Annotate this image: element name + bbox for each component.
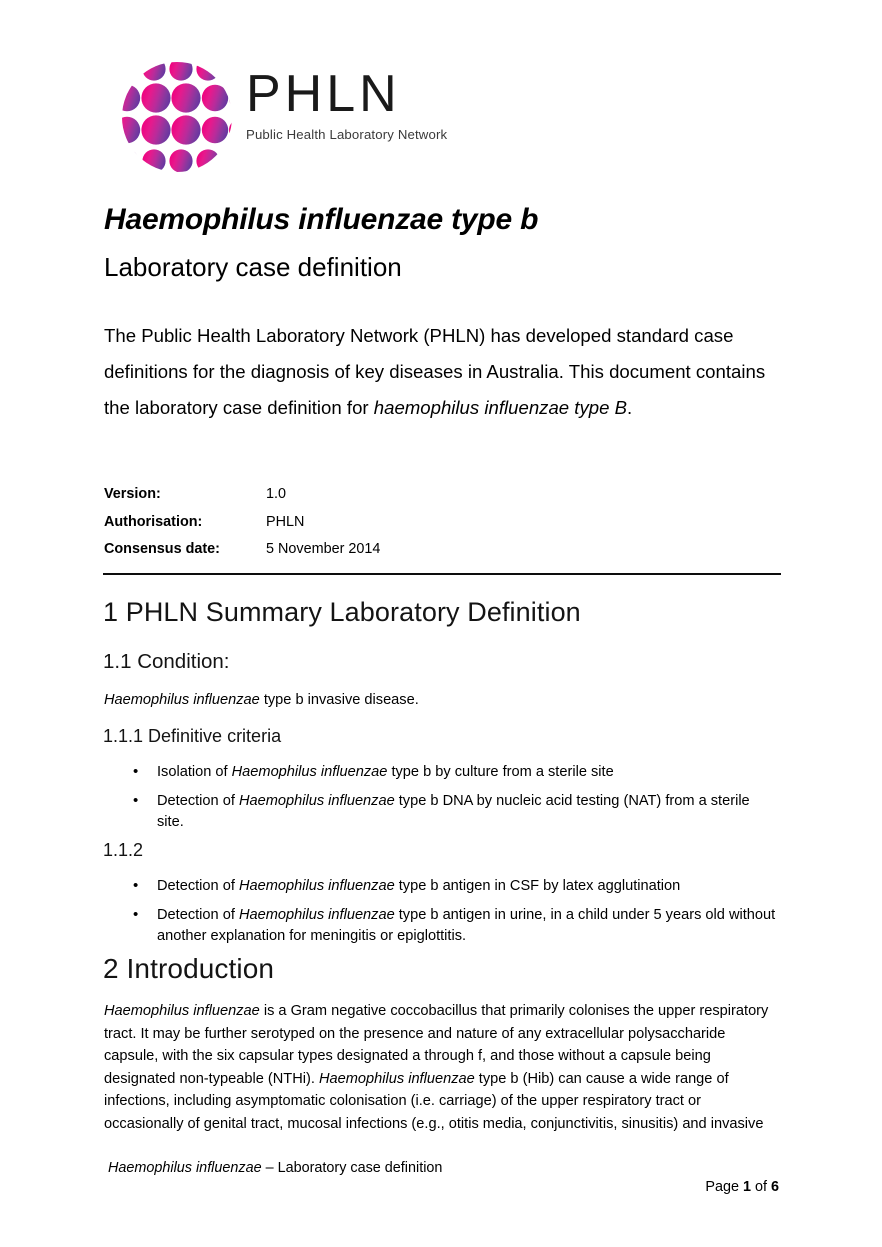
consensus-date-value: 5 November 2014	[266, 541, 381, 557]
list-item	[104, 762, 780, 783]
intro-text-1: The Public Health Laboratory Network (PHLN) has developed standard case definitions for the diagnosis of key diseases in Australia. This document contains the laboratory case definition for	[104, 325, 766, 418]
introduction-paragraph	[104, 1000, 780, 1135]
footer-rest-text: – Laboratory case definition	[261, 1160, 443, 1176]
heading-condition: 1.1 Condition:	[103, 650, 230, 673]
section-divider	[103, 573, 781, 575]
bullet-pre-text: Detection of	[157, 878, 239, 894]
intro-paragraph	[104, 318, 776, 426]
section-1-1-2-list	[104, 876, 780, 955]
phln-wordmark	[246, 65, 456, 142]
intro-body-italic-2: Haemophilus influenzae	[318, 1070, 475, 1087]
list-item	[104, 905, 780, 947]
bullet-pre-text: Isolation of	[157, 764, 232, 780]
bullet-italic-species: Haemophilus influenzae	[238, 793, 395, 809]
page-word: Page	[705, 1179, 743, 1195]
intro-italic-species: haemophilus influenzae type B	[373, 397, 628, 418]
metadata-row-consensus-date	[104, 536, 524, 564]
phln-logo	[118, 58, 448, 170]
phln-wordmark-text: PHLN	[246, 65, 401, 123]
of-word: of	[750, 1179, 771, 1195]
document-metadata	[104, 481, 524, 564]
intro-body-italic-1: Haemophilus influenzae	[104, 1003, 260, 1019]
bullet-post-text: type b antigen in urine, in a child under 5 years old without another explanation for meningitis or epiglottitis.	[157, 907, 776, 944]
version-value: 1.0	[266, 486, 287, 502]
heading-section-1-1-2: 1.1.2	[103, 840, 144, 860]
heading-definitive-criteria: 1.1.1 Definitive criteria	[103, 726, 282, 746]
current-page-number: 1	[742, 1179, 751, 1195]
bullet-post-text: type b by culture from a sterile site	[387, 764, 614, 780]
condition-description	[104, 689, 780, 712]
page-subtitle: Laboratory case definition	[104, 252, 402, 282]
list-item	[104, 791, 780, 833]
authorisation-value: PHLN	[266, 513, 305, 530]
footer-page-number	[705, 1179, 779, 1195]
page-title: Haemophilus influenzae type b	[104, 203, 539, 236]
total-page-count: 6	[770, 1179, 779, 1195]
bullet-pre-text: Detection of	[157, 907, 239, 923]
footer-document-title	[108, 1160, 442, 1176]
bullet-post-text: type b antigen in CSF by latex agglutination	[394, 878, 681, 894]
authorisation-label: Authorisation:	[104, 513, 203, 530]
condition-rest-text: type b invasive disease.	[259, 692, 419, 708]
list-item	[104, 876, 780, 897]
intro-body-text-2: type b (Hib) can cause a wide range of infections, including asymptomatic colonisation (i.e. carriage) of the upper respiratory tract or occasionally of genital tract, mucosal infections (e.g., otitis media, conjunctivitis, sinusitis) and invasive	[104, 1070, 764, 1132]
metadata-row-authorisation	[104, 509, 524, 537]
bullet-italic-species: Haemophilus influenzae	[231, 764, 388, 780]
bullet-pre-text: Detection of	[157, 793, 239, 809]
phln-dot-circle-logo-icon	[118, 58, 236, 176]
bullet-italic-species: Haemophilus influenzae	[238, 907, 395, 923]
intro-body-text-1: is a Gram negative coccobacillus that primarily colonises the upper respiratory tract. It may be further serotyped on the presence and nature of any extracellular polysaccharide capsule, with the six capsular types designated a through f, and those without a capsule being designated non-typeable (NTHi).	[104, 1003, 769, 1087]
definitive-criteria-list	[104, 762, 780, 841]
bullet-post-text: type b DNA by nucleic acid testing (NAT) from a sterile site.	[157, 793, 750, 830]
footer-italic-species: Haemophilus influenzae	[108, 1160, 262, 1176]
bullet-italic-species: Haemophilus influenzae	[238, 878, 395, 894]
condition-italic-species: Haemophilus influenzae	[104, 692, 260, 708]
heading-introduction: 2 Introduction	[103, 953, 275, 984]
phln-tagline: Public Health Laboratory Network	[246, 127, 448, 142]
heading-summary-laboratory-definition: 1 PHLN Summary Laboratory Definition	[103, 597, 581, 627]
metadata-row-version	[104, 481, 524, 509]
intro-text-2: .	[627, 397, 633, 418]
version-label: Version:	[104, 486, 161, 502]
consensus-date-label: Consensus date:	[104, 541, 220, 557]
